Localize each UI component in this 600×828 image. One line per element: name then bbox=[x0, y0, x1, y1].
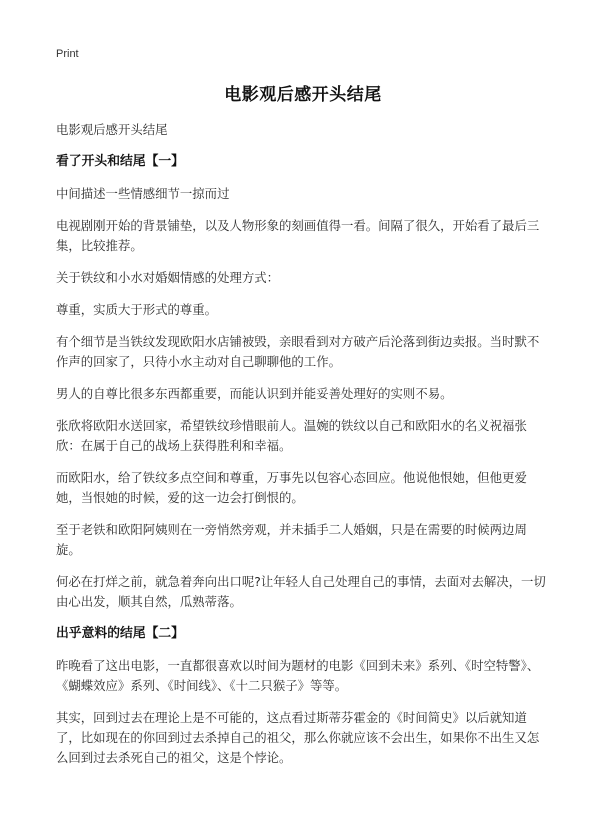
paragraph: 何必在打烊之前，就急着奔向出口呢?让年轻人自己处理自己的事情，去面对去解决，一切由心出发，顺其自然，瓜熟蒂落。 bbox=[56, 574, 546, 609]
paragraph: 其实，回到过去在理论上是不可能的，这点看过斯蒂芬霍金的《时间简史》以后就知道了，比如现在的你回到过去杀掉自己的祖父，那么你就应该不会出生，如果你不出生又怎么回到过去杀死自己的祖父，这是个悖论。 bbox=[56, 710, 540, 765]
paragraph: 而欧阳水，给了铁纹多点空间和尊重，万事先以包容心态回应。他说他恨她，但他更爱她，当恨她的时候，爱的这一边会打倒恨的。 bbox=[56, 470, 527, 505]
paragraph: 张欣将欧阳水送回家，希望铁纹珍惜眼前人。温婉的铁纹以自己和欧阳水的名义祝福张欣：在属于自己的战场上获得胜利和幸福。 bbox=[56, 418, 527, 453]
section-heading: 出乎意料的结尾【二】 bbox=[56, 626, 184, 641]
paragraph: 男人的自尊比很多东西都重要，而能认识到并能妥善处理好的实则不易。 bbox=[56, 386, 453, 401]
paragraph: 至于老铁和欧阳阿姨则在一旁悄然旁观，并未插手二人婚姻，只是在需要的时候两边周旋。 bbox=[56, 522, 527, 557]
print-link[interactable]: Print bbox=[56, 48, 79, 60]
article-body bbox=[56, 120, 550, 780]
paragraph: 有个细节是当铁纹发现欧阳水店铺被毁，亲眼看到对方破产后沦落到街边卖报。当时默不作声的回家了，只待小水主动对自己聊聊他的工作。 bbox=[56, 334, 540, 369]
paragraph: 尊重，实质大于形式的尊重。 bbox=[56, 302, 218, 317]
paragraph: 关于铁纹和小水对婚姻情感的处理方式： bbox=[56, 270, 280, 285]
intro-paragraph: 电影观后感开头结尾 bbox=[56, 122, 168, 137]
paragraph: 昨晚看了这出电影，一直都很喜欢以时间为题材的电影《回到未来》系列、《时空特警》、《蝴蝶效应》系列、《时间线》、《十二只猴子》等等。 bbox=[56, 658, 540, 693]
paragraph: 中间描述一些情感细节一掠而过 bbox=[56, 186, 230, 201]
page-title: 电影观后感开头结尾 bbox=[224, 85, 382, 105]
section-heading: 看了开头和结尾【一】 bbox=[56, 154, 184, 169]
paragraph: 电视剧刚开始的背景铺垫，以及人物形象的刻画值得一看。间隔了很久，开始看了最后三集，比较推荐。 bbox=[56, 218, 540, 253]
